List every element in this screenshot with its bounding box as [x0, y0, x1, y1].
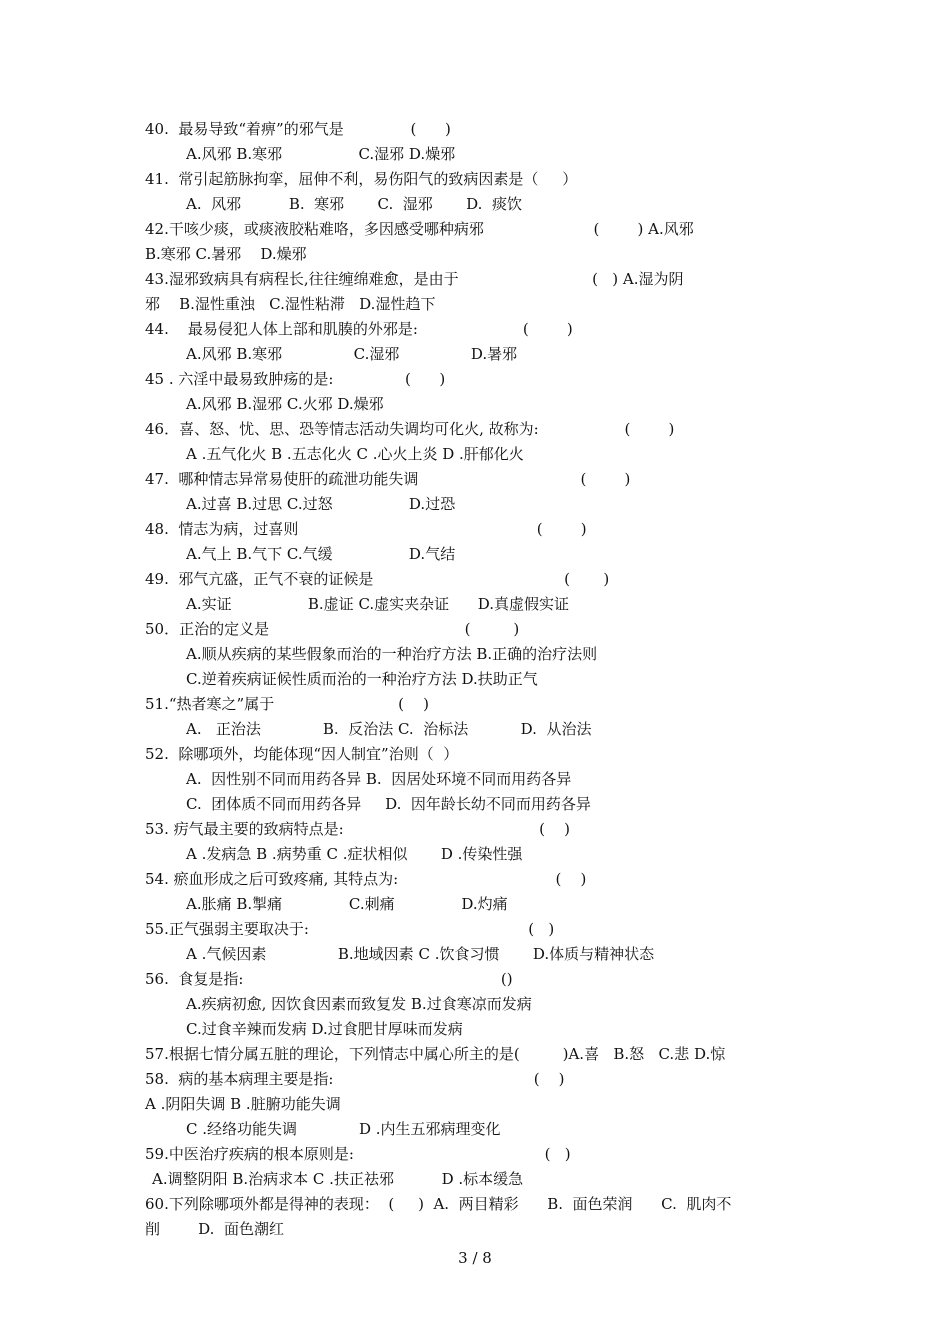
q58-stem: 58. 病的基本病理主要是指: ( ) [145, 1070, 565, 1088]
q52-options-2: C. 团体质不同而用药各异 D. 因年龄长幼不同而用药各异 [186, 795, 591, 813]
q60-stem: 60.下列除哪项外都是得神的表现： ( ) A. 两目精彩 B. 面色荣润 C. 肌肉不 [145, 1195, 732, 1213]
q45-options: A.风邪 B.湿邪 C.火邪 D.燥邪 [186, 395, 384, 413]
q49-options: A.实证 B.虚证 C.虚实夹杂证 D.真虚假实证 [186, 595, 570, 613]
q52-stem: 52. 除哪项外，均能体现“因人制宜”治则（ ） [145, 745, 459, 763]
q48-stem: 48. 情志为病，过喜则 ( ) [145, 520, 587, 538]
q44-stem: 44. 最易侵犯人体上部和肌腠的外邪是: ( ) [145, 320, 573, 338]
q46-options: A .五气化火 B .五志化火 C .心火上炎 D .肝郁化火 [186, 445, 524, 463]
q47-stem: 47. 哪种情志异常易使肝的疏泄功能失调 ( ) [145, 470, 631, 488]
q42-options: B.寒邪 C.暑邪 D.燥邪 [145, 245, 307, 263]
q51-options: A. 正治法 B. 反治法 C. 治标法 D. 从治法 [186, 720, 592, 738]
q50-options-1: A.顺从疾病的某些假象而治的一种治疗方法 B.正确的治疗法则 [186, 645, 598, 663]
q49-stem: 49. 邪气亢盛，正气不衰的证候是 ( ) [145, 570, 610, 588]
q43-stem: 43.湿邪致病具有病程长,往往缠绵难愈，是由于 ( ) A.湿为阴 [145, 270, 684, 288]
q56-options-2: C.过食辛辣而发病 D.过食肥甘厚味而发病 [186, 1020, 463, 1038]
q55-options: A .气候因素 B.地域因素 C .饮食习惯 D.体质与精神状态 [186, 945, 655, 963]
q57-stem: 57.根据七情分属五脏的理论，下列情志中属心所主的是( )A.喜 B.怒 C.悲 D.惊 [145, 1045, 726, 1063]
q60-options: 削 D. 面色潮红 [145, 1220, 284, 1238]
q43-options: 邪 B.湿性重浊 C.湿性粘滞 D.湿性趋下 [145, 295, 436, 313]
q47-options: A.过喜 B.过思 C.过怒 D.过恐 [186, 495, 456, 513]
q42-stem: 42.干咳少痰，或痰液胶粘难咯，多因感受哪种病邪 ( ) A.风邪 [145, 220, 694, 238]
q56-stem: 56. 食复是指: () [145, 970, 513, 988]
q51-stem: 51.“热者寒之”属于 ( ) [145, 695, 429, 713]
q53-options: A .发病急 B .病势重 C .症状相似 D .传染性强 [186, 845, 523, 863]
page-number: 3 / 8 [458, 1249, 492, 1267]
q40-stem: 40. 最易导致“着痹”的邪气是 ( ) [145, 120, 451, 138]
q40-options: A.风邪 B.寒邪 C.湿邪 D.燥邪 [186, 145, 456, 163]
q56-options-1: A.疾病初愈, 因饮食因素而致复发 B.过食寒凉而发病 [186, 995, 532, 1013]
q44-options: A.风邪 B.寒邪 C.湿邪 D.暑邪 [186, 345, 518, 363]
q45-stem: 45 . 六淫中最易致肿疡的是: ( ) [145, 370, 446, 388]
q58-options-1: A .阴阳失调 B .脏腑功能失调 [145, 1095, 341, 1113]
q50-options-2: C.逆着疾病证候性质而治的一种治疗方法 D.扶助正气 [186, 670, 538, 688]
q41-options: A. 风邪 B. 寒邪 C. 湿邪 D. 痰饮 [186, 195, 522, 213]
q53-stem: 53. 疠气最主要的致病特点是: ( ) [145, 820, 570, 838]
q59-options: A.调整阴阳 B.治病求本 C .扶正祛邪 D .标本缓急 [152, 1170, 524, 1188]
q46-stem: 46．喜、怒、忧、思、恐等情志活动失调均可化火, 故称为: ( ) [145, 420, 675, 438]
q41-stem: 41. 常引起筋脉拘挛，屈伸不利，易伤阳气的致病因素是（ ） [145, 170, 578, 188]
q59-stem: 59.中医治疗疾病的根本原则是: ( ) [145, 1145, 571, 1163]
q54-options: A.胀痛 B.掣痛 C.刺痛 D.灼痛 [186, 895, 508, 913]
q58-options-2: C .经络功能失调 D .内生五邪病理变化 [186, 1120, 501, 1138]
q52-options-1: A. 因性别不同而用药各异 B. 因居处环境不同而用药各异 [186, 770, 572, 788]
q54-stem: 54. 瘀血形成之后可致疼痛, 其特点为: ( ) [145, 870, 587, 888]
q48-options: A.气上 B.气下 C.气缓 D.气结 [186, 545, 456, 563]
q50-stem: 50．正治的定义是 ( ) [145, 620, 520, 638]
q55-stem: 55.正气强弱主要取决于: ( ) [145, 920, 555, 938]
